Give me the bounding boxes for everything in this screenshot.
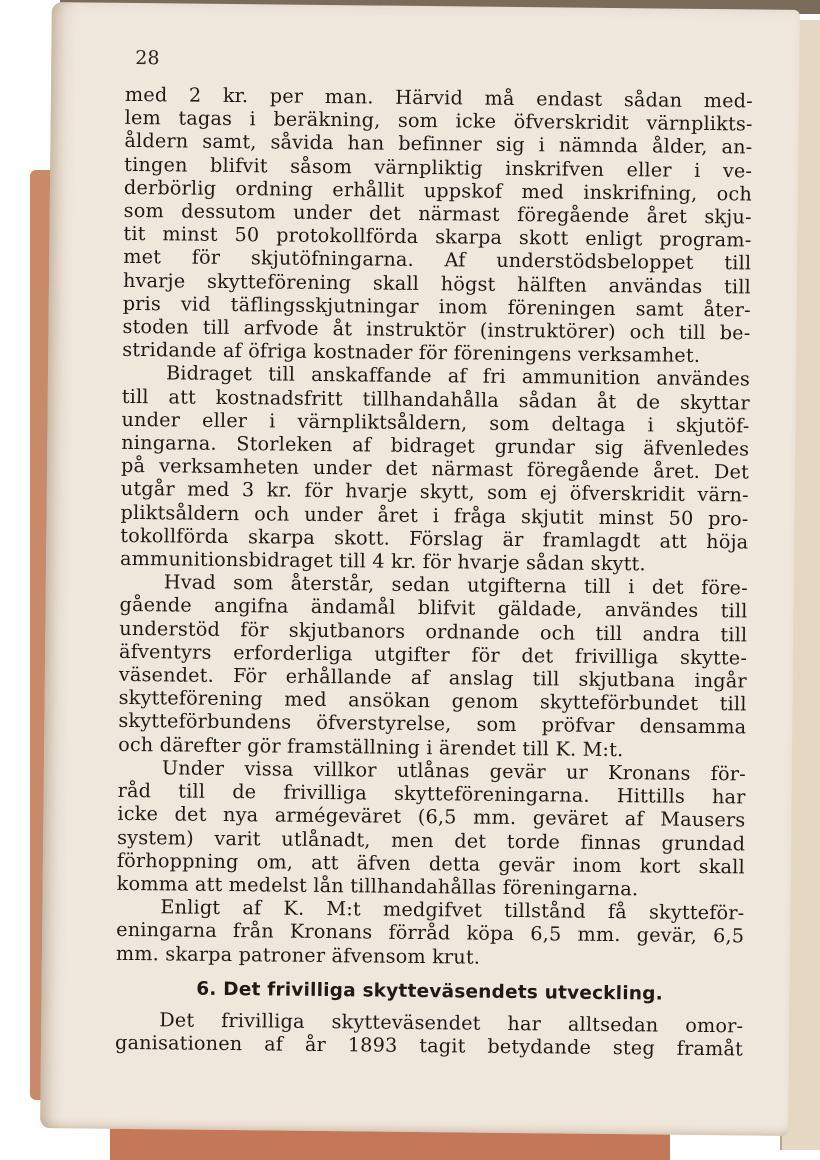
page-text	[115, 83, 753, 1061]
text-line: pliktsåldern och under året i fråga skjutit minst 50 pro-	[120, 500, 749, 531]
text-line: Under vissa villkor utlånas gevär ur Kronans för-	[161, 756, 746, 786]
text-line: ningarna. Storleken af bidraget grundar sig äfvenledes	[121, 430, 750, 461]
text-line: Det frivilliga skytteväsendet har alltsedan omor-	[159, 1008, 744, 1038]
text-line: tokollförda skarpa skott. Förslag är framlagdt att höja	[120, 523, 749, 554]
paragraph-2	[120, 361, 750, 576]
text-line: Hvad som återstår, sedan utgifterna till i det före-	[163, 570, 748, 600]
text-line: ganisationen af år 1893 tagit betydande steg framåt	[114, 1030, 744, 1061]
text-line: lem tagas i beräkning, som icke öfverskridit värnplikts-	[124, 106, 753, 136]
text-line: komma att medelst lån tillhandahållas föreningarna.	[116, 871, 639, 901]
text-line: hvarje skytteförening skall högst hälften användas till	[122, 268, 752, 299]
text-line: ammunitionsbidraget till 4 kr. för hvarje sådan skytt.	[119, 546, 646, 576]
paragraph-4	[117, 756, 746, 902]
text-line: met för skjutöfningarna. Af understödsbeloppet till	[123, 245, 752, 275]
section-heading: 6. Det frivilliga skytteväsendets utveckling.	[196, 978, 663, 1005]
paragraph-3	[118, 570, 748, 762]
text-line: skytteförbundens öfverstyrelse, som pröfvar densamma	[118, 709, 747, 739]
text-line: åldern samt, såvida han befinner sig i nämnda ålder, an-	[124, 129, 753, 159]
text-line: under eller i värnpliktsåldern, som deltaga i skjutöf-	[121, 407, 750, 438]
text-line: förhoppning om, att äfven detta gevär inom kort skall	[116, 848, 746, 879]
paragraph-6	[115, 1008, 743, 1061]
text-line: stridande af öfriga kostnader för föreningens verksamhet.	[122, 338, 701, 368]
text-line: Enligt af K. M:t medgifvet tillstånd få skytteför-	[160, 895, 745, 925]
text-line: eningarna från Kronans förråd köpa 6,5 mm. gevär, 6,5	[116, 918, 745, 948]
text-line: understöd för skjutbanors ordnande och till andra till	[119, 616, 748, 647]
book-page	[40, 2, 800, 1136]
text-line: gående angifna ändamål blifvit gäldade, användes till	[119, 593, 748, 623]
text-line: väsendet. För erhållande af anslag till skjutbana ingår	[118, 662, 747, 693]
text-line: till att kostnadsfritt tillhandahålla sådan åt de skyttar	[121, 384, 750, 415]
text-line: Bidraget till anskaffande af fri ammunition användes	[165, 361, 751, 391]
text-line: pris vid täflingsskjutningar inom föreningen samt åter-	[122, 291, 751, 322]
text-line: som dessutom under det närmast föregående året skju-	[123, 198, 752, 229]
text-line: skytteförening med ansökan genom skytteförbundet till	[118, 686, 747, 716]
text-line: med 2 kr. per man. Härvid må endast sådan med-	[124, 82, 754, 113]
text-line: stoden till arfvode åt instruktör (instruktörer) och till be-	[122, 314, 751, 345]
text-line: icke det nya armégeväret (6,5 mm. geväret af Mausers	[117, 802, 746, 832]
text-line: råd till de frivilliga skytteföreningarna. Hittills har	[117, 778, 746, 809]
text-line: derbörlig ordning erhållit uppskof med inskrifning, och	[123, 175, 753, 206]
text-line: tingen blifvit såsom värnpliktig inskrifven eller i ve-	[124, 152, 753, 183]
text-line: tit minst 50 protokollförda skarpa skott enligt program-	[123, 222, 752, 252]
text-line: på verksamheten under det närmast föregående året. Det	[120, 454, 750, 484]
text-line: mm. skarpa patroner äfvensom krut.	[115, 941, 481, 969]
text-line: utgår med 3 kr. för hvarje skytt, som ej öfverskridit värn-	[120, 477, 749, 507]
paragraph-5	[116, 895, 745, 971]
text-line: system) varit utlånadt, men det torde finnas grundad	[117, 825, 746, 855]
paragraph-1	[122, 83, 753, 368]
text-line: och därefter gör framställning i ärendet till K. M:t.	[118, 732, 624, 761]
page-number: 28	[135, 46, 160, 70]
text-line: äfventyrs erforderliga utgifter för det frivilliga skytte-	[119, 639, 748, 670]
